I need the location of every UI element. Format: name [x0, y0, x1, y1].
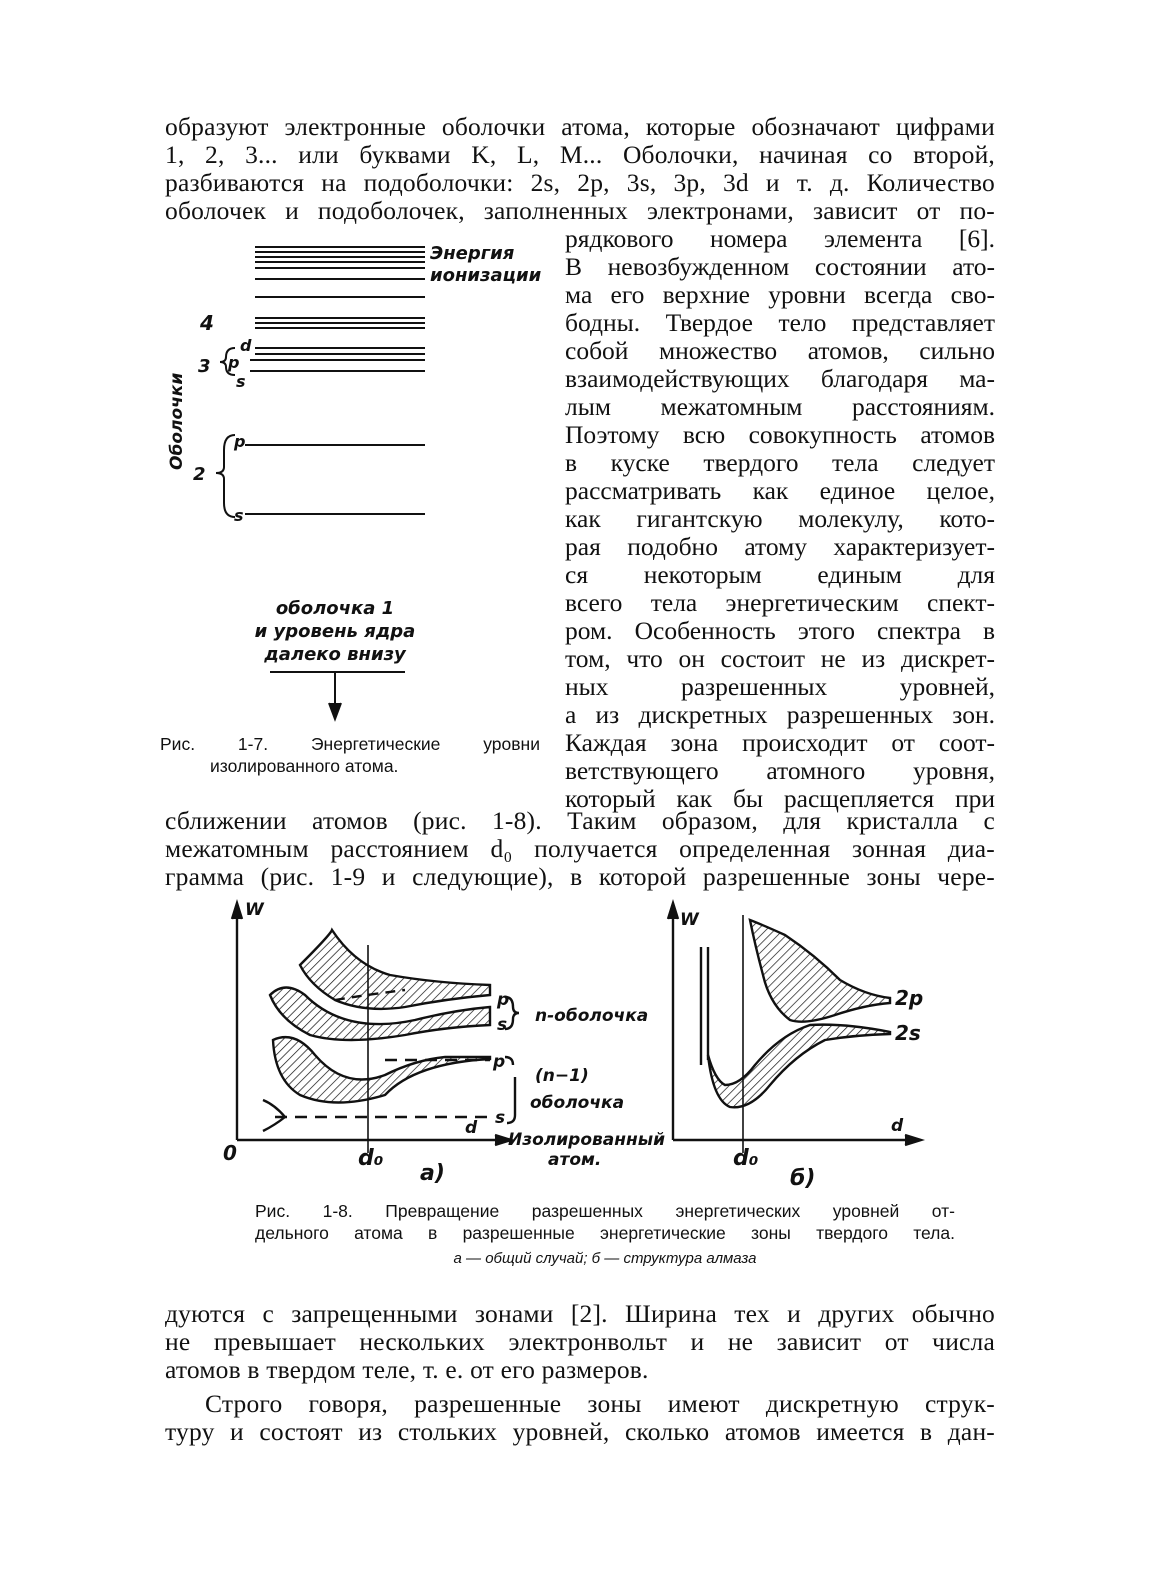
text-line: ма его верхние уровни всегда сво- [565, 280, 995, 309]
text-line: атомов в твердом теле, т. е. от его размеров. [165, 1355, 649, 1384]
panel-b-label: б) [790, 1166, 816, 1191]
text-line: В невозбужденном состоянии ато- [565, 252, 995, 281]
text-line: рая подобно атому характеризует- [565, 532, 995, 561]
d0-label-b: d₀ [733, 1146, 759, 1171]
label-p-top: p [497, 990, 510, 1010]
text-line: рассматривать как единое целое, [565, 476, 995, 505]
note-far-below: далеко внизу [264, 644, 406, 665]
label-2p: 2p [895, 986, 924, 1010]
text-line: том, что он состоит не из дискрет- [565, 644, 995, 673]
caption-line: изолированного атома. [210, 756, 399, 776]
text-line: дуются с запрещенными зонами [2]. Ширина тех и других обычно [165, 1299, 995, 1328]
panel-b [668, 903, 924, 1153]
text-line: оболочек и подоболочек, заполненных электронами, зависит от по- [165, 196, 995, 225]
label-shell-3: 3 [198, 356, 211, 377]
text-line: ных разрешенных уровней, [565, 672, 995, 701]
label-n-shell: n-оболочка [535, 1006, 649, 1026]
text-line: туру и состоят из стольких уровней, сколько атомов имеется в дан- [165, 1417, 995, 1446]
text-line: который как бы расщепляется при [565, 784, 995, 813]
label-shells-vertical: Оболочки [167, 372, 187, 470]
isolated-atom-2: атом. [548, 1150, 602, 1170]
axis-d-a: d [465, 1118, 478, 1138]
last-paragraph [165, 1390, 995, 1446]
label-s-top: s [497, 1015, 508, 1035]
text-line: рядкового номера элемента [6]. [565, 224, 995, 253]
label-s3: s [236, 372, 246, 391]
text-line: разбиваются на подоболочки: 2s, 2p, 3s, 3p, 3d и т. д. Количество [165, 168, 995, 197]
label-d: d [240, 336, 252, 355]
text-line: образуют электронные оболочки атома, которые обозначают цифрами [165, 112, 995, 141]
label-shell-2: 2 [193, 464, 206, 485]
caption-line: Рис. 1-7. Энергетические уровни [160, 734, 540, 754]
text-line: сближении атомов (рис. 1-8). Таким образом, для кристалла с [165, 806, 995, 835]
text-line: в куске твердого тела следует [565, 448, 995, 477]
text-line: Поэтому всю совокупность атомов [565, 420, 995, 449]
label-ionization-1: Энергия [430, 243, 515, 264]
text-line: собой множество атомов, сильно [565, 336, 995, 365]
text-line: 1, 2, 3... или буквами K, L, M... Оболочки, начиная со второй, [165, 140, 995, 169]
label-p3: p [228, 353, 240, 372]
figure-1-7-energy-levels [160, 235, 560, 735]
note-shell-1: оболочка 1 [275, 598, 395, 619]
d0-label-a: d₀ [358, 1146, 384, 1171]
text-line: Строго говоря, разрешенные зоны имеют дискретную струк- [205, 1389, 995, 1418]
caption-line: Рис. 1-8. Превращение разрешенных энергетических уровней от- [255, 1201, 955, 1221]
isolated-atom-1: Изолированный [508, 1130, 666, 1150]
note-nucleus: и уровень ядра [254, 621, 416, 642]
mid-paragraph [165, 807, 995, 891]
text-line: грамма (рис. 1-9 и следующие), в которой разрешенные зоны чере- [165, 862, 995, 891]
label-s2: s [234, 506, 244, 525]
bottom-paragraph [165, 1300, 995, 1384]
panel-a [232, 903, 519, 1153]
caption-subline: а — общий случай; б — структура алмаза [453, 1250, 757, 1267]
text-line: как гигантскую молекулу, кото- [565, 504, 995, 533]
top-paragraph [165, 113, 995, 225]
label-n1-shell-word: оболочка [530, 1093, 625, 1113]
label-s-bottom: s [495, 1108, 506, 1128]
label-p-mid: p [493, 1052, 506, 1072]
label-p2: p [234, 432, 246, 451]
figure-1-8-caption [255, 1200, 955, 1270]
origin-label: 0 [223, 1141, 237, 1165]
text-line: всего тела энергетическим спект- [565, 588, 995, 617]
axis-w-a: W [245, 900, 264, 920]
label-n1-shell: (n−1) [535, 1066, 589, 1086]
label-shell-4: 4 [200, 311, 214, 335]
text-line: а из дискретных разрешенных зон. [565, 700, 995, 729]
text-line: межатомным расстоянием d₀ получается определенная зонная диа- [165, 834, 995, 863]
text-line: Каждая зона происходит от соот- [565, 728, 995, 757]
text-line: взаимодействующих благодаря ма- [565, 364, 995, 393]
figure-1-8-band-formation [215, 895, 935, 1195]
figure-1-7-caption [160, 733, 540, 777]
text-line: ром. Особенность этого спектра в [565, 616, 995, 645]
caption-line: дельного атома в разрешенные энергетические зоны твердого тела. [255, 1223, 955, 1243]
axis-d-b: d [891, 1116, 904, 1136]
label-2s: 2s [895, 1021, 921, 1045]
panel-a-label: а) [420, 1161, 445, 1186]
text-line: лым межатомным расстояниям. [565, 392, 995, 421]
text-line: ветствующего атомного уровня, [565, 756, 995, 785]
label-ionization-2: ионизации [430, 265, 542, 286]
text-line: ся некоторым единым для [565, 560, 995, 589]
axis-w-b: W [680, 910, 699, 930]
text-line: не превышает нескольких электронвольт и не зависит от числа [165, 1327, 995, 1356]
right-column-text [565, 225, 995, 813]
text-line: бодны. Твердое тело представляет [565, 308, 995, 337]
